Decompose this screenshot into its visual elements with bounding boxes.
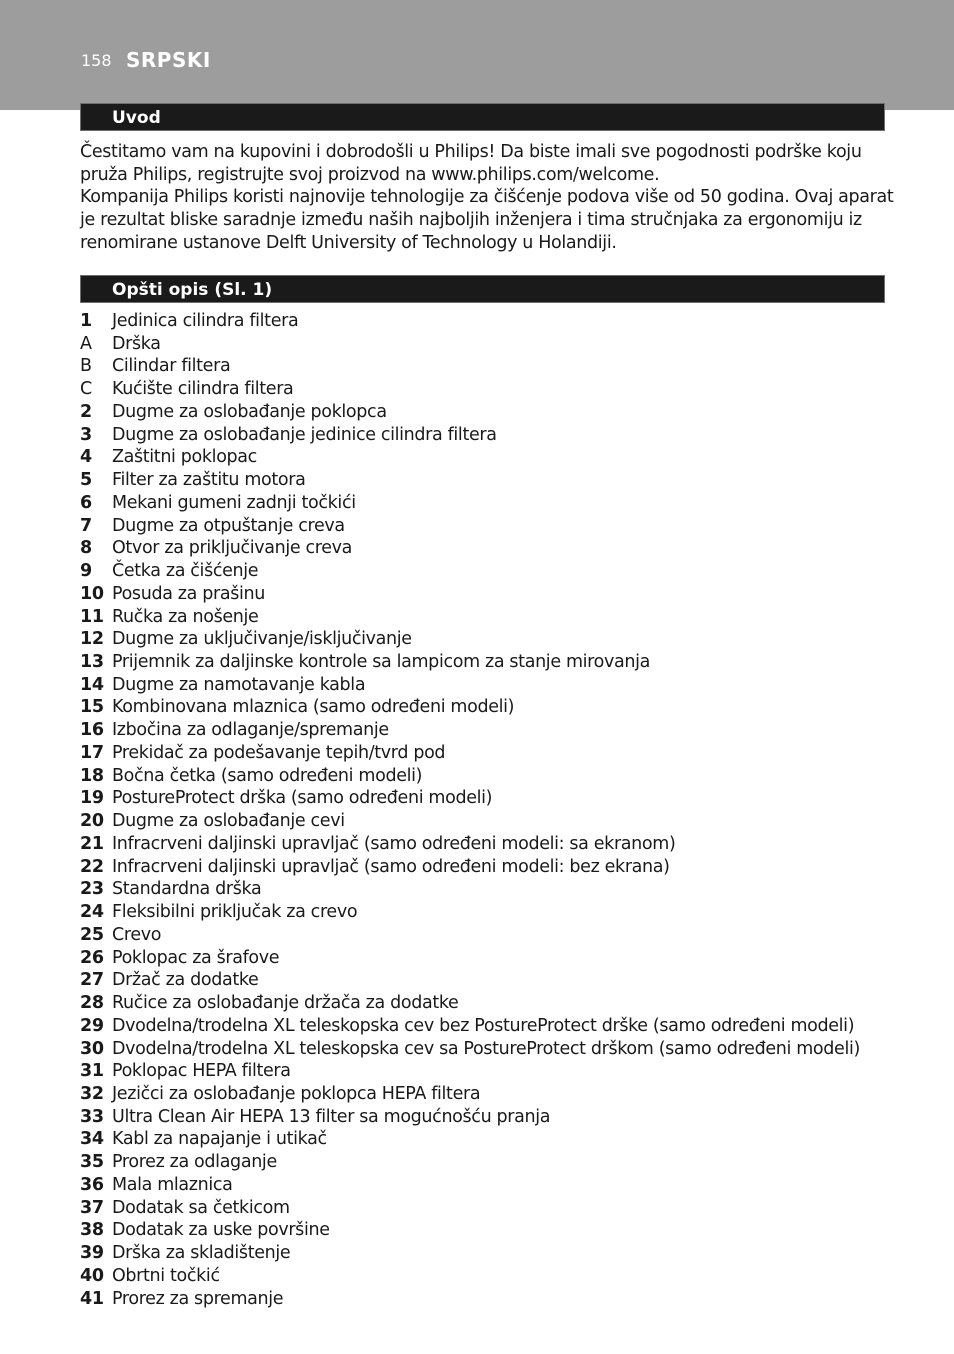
- list-item: [80, 378, 900, 401]
- item-text: Drška: [112, 333, 161, 354]
- item-number: 31: [80, 1061, 104, 1082]
- item-number: 25: [80, 924, 104, 945]
- item-number: 24: [80, 902, 104, 923]
- list-item: [80, 446, 900, 469]
- item-text: Jedinica cilindra filtera: [112, 311, 299, 331]
- item-text: Bočna četka (samo određeni modeli): [112, 765, 423, 786]
- item-text: Standardna drška: [112, 879, 262, 900]
- list-item: [80, 492, 900, 515]
- item-number: 26: [80, 947, 104, 968]
- item-text: Dugme za otpuštanje creva: [112, 515, 345, 536]
- list-item: [80, 424, 900, 447]
- list-item: [80, 1128, 900, 1151]
- item-text: Dugme za uključivanje/isključivanje: [112, 629, 412, 650]
- item-text: Mala mlaznica: [112, 1174, 233, 1195]
- section-title-overview: Opšti opis (Sl. 1): [112, 280, 273, 300]
- list-item: [80, 1083, 900, 1106]
- item-text: Otvor za priključivanje creva: [112, 538, 353, 559]
- item-number: 8: [80, 538, 92, 559]
- item-number: 10: [80, 583, 104, 604]
- item-number: 34: [80, 1129, 104, 1150]
- item-text: Drška za skladištenje: [112, 1243, 291, 1264]
- item-text: Ručka za nošenje: [112, 606, 259, 627]
- list-item: [80, 1288, 900, 1311]
- item-number: 12: [80, 629, 104, 650]
- item-text: Dugme za oslobađanje poklopca: [112, 401, 387, 422]
- list-item: [80, 628, 900, 651]
- item-text: Infracrveni daljinski upravljač (samo određeni modeli: bez ekrana): [112, 856, 670, 877]
- item-number: 35: [80, 1152, 104, 1173]
- item-number: 7: [80, 515, 92, 536]
- item-text: Izbočina za odlaganje/spremanje: [112, 720, 389, 741]
- list-item: [80, 583, 900, 606]
- list-item: [80, 355, 900, 378]
- item-number: 16: [80, 720, 104, 741]
- item-number: 17: [80, 742, 104, 763]
- item-number: 1: [80, 311, 92, 331]
- item-text: Poklopac za šrafove: [112, 947, 280, 968]
- item-text: Poklopac HEPA filtera: [112, 1061, 291, 1082]
- list-item: [80, 1015, 900, 1038]
- item-number: 39: [80, 1243, 104, 1264]
- item-text: Prorez za spremanje: [112, 1288, 284, 1309]
- list-item: [80, 719, 900, 742]
- item-number: 29: [80, 1015, 104, 1036]
- item-number: 11: [80, 606, 104, 627]
- item-number: 3: [80, 424, 92, 445]
- item-text: Dugme za oslobađanje cevi: [112, 811, 345, 832]
- list-item: [80, 878, 900, 901]
- item-number: 14: [80, 674, 104, 695]
- list-item: [80, 901, 900, 924]
- item-text: Ultra Clean Air HEPA 13 filter sa mogućnošću pranja: [112, 1106, 551, 1127]
- list-item: [80, 515, 900, 538]
- item-number: 18: [80, 765, 104, 786]
- list-item: [80, 651, 900, 674]
- item-number: 37: [80, 1197, 104, 1218]
- item-text: Filter za zaštitu motora: [112, 470, 306, 491]
- item-text: Dugme za namotavanje kabla: [112, 674, 366, 695]
- item-number: 13: [80, 652, 104, 673]
- item-number: 23: [80, 879, 104, 900]
- item-number: 30: [80, 1038, 104, 1059]
- item-number: 6: [80, 492, 92, 513]
- list-item: [80, 696, 900, 719]
- section-header-overview: [80, 275, 885, 303]
- list-item: [80, 765, 900, 788]
- item-text: Obrtni točkić: [112, 1265, 220, 1286]
- list-item: [80, 537, 900, 560]
- item-text: Fleksibilni priključak za crevo: [112, 902, 358, 923]
- list-item: [80, 674, 900, 697]
- list-item: [80, 1151, 900, 1174]
- item-text: Prekidač za podešavanje tepih/tvrd pod: [112, 742, 446, 763]
- item-text: Mekani gumeni zadnji točkići: [112, 492, 356, 513]
- item-number: 9: [80, 561, 92, 582]
- item-number: 20: [80, 811, 104, 832]
- list-item: [80, 992, 900, 1015]
- list-item: [80, 1106, 900, 1129]
- list-item: [80, 787, 900, 810]
- language-title: SRPSKI: [126, 48, 211, 72]
- item-number: 19: [80, 788, 104, 809]
- item-number: 32: [80, 1083, 104, 1104]
- intro-text: [80, 141, 900, 255]
- list-item: [80, 947, 900, 970]
- item-text: Kombinovana mlaznica (samo određeni modeli): [112, 697, 515, 718]
- list-item: [80, 1197, 900, 1220]
- item-text: Infracrveni daljinski upravljač (samo određeni modeli: sa ekranom): [112, 833, 676, 854]
- item-text: Dvodelna/trodelna XL teleskopska cev bez PostureProtect drške (samo određeni modeli): [112, 1015, 855, 1036]
- item-number: 4: [80, 447, 92, 468]
- item-number: 38: [80, 1220, 104, 1241]
- item-number: 5: [80, 470, 92, 491]
- item-number: 28: [80, 993, 104, 1014]
- page-number: 158: [81, 51, 112, 70]
- item-text: Kućište cilindra filtera: [112, 379, 294, 400]
- item-text: Četka za čišćenje: [112, 561, 259, 582]
- item-text: Crevo: [112, 924, 162, 945]
- item-number: 40: [80, 1265, 104, 1286]
- item-text: Kabl za napajanje i utikač: [112, 1129, 327, 1150]
- list-item: [80, 310, 900, 333]
- intro-paragraph-1: Čestitamo vam na kupovini i dobrodošli u Philips! Da biste imali sve pogodnosti podrške koju pruža Philips, registrujte svoj proizvod na www.philips.com/welcome.: [80, 142, 862, 185]
- list-item: [80, 856, 900, 879]
- list-item: [80, 924, 900, 947]
- list-item: [80, 833, 900, 856]
- item-text: Dodatak sa četkicom: [112, 1197, 290, 1218]
- item-number: C: [80, 379, 92, 400]
- item-text: Dugme za oslobađanje jedinice cilindra filtera: [112, 424, 497, 445]
- item-number: 22: [80, 856, 104, 877]
- list-item: [80, 1219, 900, 1242]
- item-number: B: [80, 356, 92, 377]
- item-text: Dodatak za uske površine: [112, 1220, 330, 1241]
- item-number: 2: [80, 401, 92, 422]
- list-item: [80, 810, 900, 833]
- item-text: Dvodelna/trodelna XL teleskopska cev sa PostureProtect drškom (samo određeni modeli): [112, 1038, 860, 1059]
- item-text: Cilindar filtera: [112, 356, 231, 377]
- item-text: Prijemnik za daljinske kontrole sa lampicom za stanje mirovanja: [112, 652, 650, 673]
- list-item: [80, 560, 900, 583]
- item-number: 33: [80, 1106, 104, 1127]
- item-number: 41: [80, 1288, 104, 1309]
- intro-paragraph-2: Kompanija Philips koristi najnovije tehnologije za čišćenje podova više od 50 godina. Ovaj aparat je rezultat bliske saradnje između naših najboljih inženjera i tima stručnjaka za ergonomiju iz renomirane ustanove Delft University of Technology u Holandiji.: [80, 187, 894, 253]
- item-text: Prorez za odlaganje: [112, 1152, 277, 1173]
- list-item: [80, 1038, 900, 1061]
- parts-list: [80, 310, 900, 1310]
- list-item: [80, 1242, 900, 1265]
- list-item: [80, 1174, 900, 1197]
- item-number: 27: [80, 970, 104, 991]
- item-number: A: [80, 333, 92, 354]
- item-text: Držač za dodatke: [112, 970, 259, 991]
- item-number: 21: [80, 833, 104, 854]
- item-number: 36: [80, 1174, 104, 1195]
- list-item: [80, 333, 900, 356]
- header-band: [0, 0, 954, 110]
- list-item: [80, 969, 900, 992]
- item-number: 15: [80, 697, 104, 718]
- section-title-intro: Uvod: [112, 108, 161, 128]
- section-header-intro: [80, 103, 885, 131]
- list-item: [80, 1265, 900, 1288]
- list-item: [80, 469, 900, 492]
- item-text: Zaštitni poklopac: [112, 447, 257, 468]
- list-item: [80, 606, 900, 629]
- list-item: [80, 401, 900, 424]
- item-text: Jezičci za oslobađanje poklopca HEPA filtera: [112, 1083, 481, 1104]
- item-text: PostureProtect drška (samo određeni modeli): [112, 788, 493, 809]
- item-text: Ručice za oslobađanje držača za dodatke: [112, 993, 459, 1014]
- item-text: Posuda za prašinu: [112, 583, 265, 604]
- list-item: [80, 1060, 900, 1083]
- list-item: [80, 742, 900, 765]
